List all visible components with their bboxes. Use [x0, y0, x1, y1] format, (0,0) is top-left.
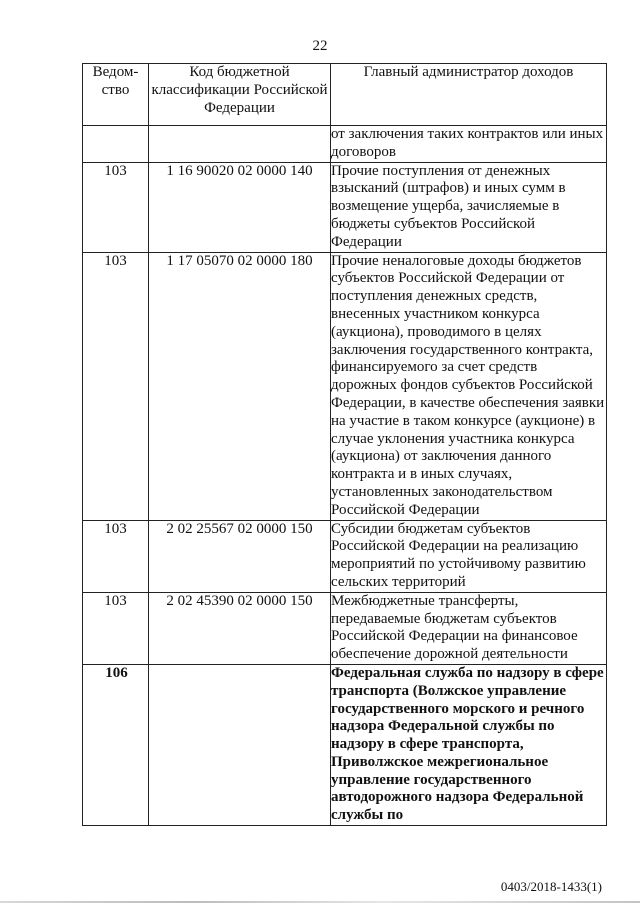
header-code: Код бюджетной классификации Российской Федерации	[149, 64, 331, 126]
admin-cell: от заключения таких контрактов или иных договоров	[331, 126, 607, 163]
code-cell: 2 02 45390 02 0000 150	[149, 592, 331, 664]
dept-cell: 103	[83, 162, 149, 252]
dept-cell: 103	[83, 592, 149, 664]
dept-cell	[83, 126, 149, 163]
code-cell: 1 16 90020 02 0000 140	[149, 162, 331, 252]
scan-edge-divider	[0, 901, 640, 903]
document-id: 0403/2018-1433(1)	[500, 879, 602, 894]
admin-cell: Прочие неналоговые доходы бюджетов субъектов Российской Федерации от поступления денежных средств, внесенных участником конкурса (аукциона), проводимого в целях заключения государственного контракта, финансируемого за счет средств дорожных фондов субъектов Российской Федерации, в качестве обеспечения заявки на участие в таком конкурсе (аукционе) в случае уклонения участника конкурса (аукциона) от заключения данного контракта и в иных случаях, установленных законодательством Российской Федерации	[331, 252, 607, 520]
admin-cell: Федеральная служба по надзору в сфере транспорта (Волжское управление государственного морского и речного надзора Федеральной службы по надзору в сфере транспорта, Приволжское межрегиональное управление государственного автодорожного надзора Федеральной службы по	[331, 664, 607, 825]
admin-cell: Прочие поступления от денежных взысканий (штрафов) и иных сумм в возмещение ущерба, зачисляемые в бюджеты субъектов Российской Федерации	[331, 162, 607, 252]
dept-cell: 106	[83, 664, 149, 825]
table-row	[83, 126, 607, 163]
page-number: 22	[312, 38, 328, 54]
code-cell: 2 02 25567 02 0000 150	[149, 520, 331, 592]
code-cell: 1 17 05070 02 0000 180	[149, 252, 331, 520]
dept-cell: 103	[83, 520, 149, 592]
table-row	[83, 162, 607, 252]
table-row	[83, 520, 607, 592]
table-row	[83, 592, 607, 664]
code-cell	[149, 664, 331, 825]
table-row	[83, 664, 607, 825]
code-cell	[149, 126, 331, 163]
admin-cell: Субсидии бюджетам субъектов Российской Федерации на реализацию мероприятий по устойчивому развитию сельских территорий	[331, 520, 607, 592]
admin-cell: Межбюджетные трансферты, передаваемые бюджетам субъектов Российской Федерации на финансовое обеспечение дорожной деятельности	[331, 592, 607, 664]
header-dept: Ведом-ство	[83, 64, 149, 126]
revenue-table	[82, 63, 607, 826]
header-admin: Главный администратор доходов	[331, 64, 607, 126]
dept-cell: 103	[83, 252, 149, 520]
table-row	[83, 252, 607, 520]
table-header-row	[83, 64, 607, 126]
